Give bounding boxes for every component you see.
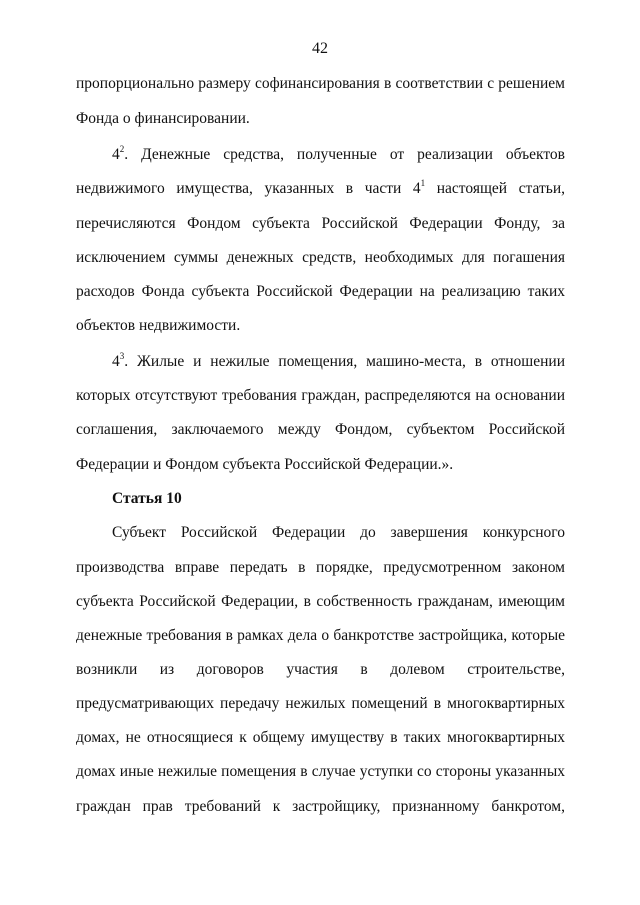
item-number: 4 bbox=[112, 353, 120, 370]
text-line: соглашения, заключаемого между Фондом, субъектом Российской bbox=[76, 421, 565, 438]
text-segment: настоящей статьи, bbox=[425, 180, 565, 197]
reference-superscript: 1 bbox=[420, 177, 426, 188]
text-segment: . Жилые и нежилые помещения, машино-места, в отношении bbox=[124, 353, 565, 370]
text-line: граждан прав требований к застройщику, признанному банкротом, bbox=[76, 798, 565, 815]
text-line: объектов недвижимости. bbox=[76, 317, 241, 334]
text-line: домах иные нежилые помещения в случае уступки со стороны указанных bbox=[76, 763, 565, 780]
text-line: которых отсутствуют требования граждан, распределяются на основании bbox=[76, 387, 565, 404]
text-line: исключением суммы денежных средств, необходимых для погашения bbox=[76, 249, 565, 266]
text-line: Федерации и Фондом субъекта Российской Федерации.». bbox=[76, 456, 454, 473]
text-line: домах, не относящиеся к общему имуществу в таких многоквартирных bbox=[76, 729, 565, 746]
text-line bbox=[76, 179, 565, 199]
text-segment: недвижимого имущества, указанных в части 4 bbox=[76, 180, 421, 197]
item-number-superscript: 3 bbox=[119, 350, 125, 361]
text-line: пропорционально размеру софинансирования в соответствии с решением bbox=[76, 75, 565, 92]
text-line: Фонда о финансировании. bbox=[76, 110, 250, 127]
item-number-superscript: 2 bbox=[119, 143, 125, 154]
text-line: субъекта Российской Федерации, в собственность гражданам, имеющим bbox=[76, 593, 565, 610]
article-heading: Статья 10 bbox=[112, 490, 182, 507]
paragraph-4-3-first-line bbox=[112, 352, 565, 372]
text-segment: . Денежные средства, полученные от реализации объектов bbox=[124, 146, 565, 163]
page-number: 42 bbox=[312, 40, 328, 57]
text-line: перечисляются Фондом субъекта Российской Федерации Фонду, за bbox=[76, 215, 565, 232]
item-number: 4 bbox=[112, 146, 120, 163]
text-line: производства вправе передать в порядке, предусмотренном законом bbox=[76, 559, 565, 576]
text-line: Субъект Российской Федерации до завершения конкурсного bbox=[112, 524, 565, 541]
text-line: возникли из договоров участия в долевом строительстве, bbox=[76, 661, 565, 678]
paragraph-4-2-first-line bbox=[112, 145, 565, 165]
text-line: предусматривающих передачу нежилых помещений в многоквартирных bbox=[76, 695, 565, 712]
text-line: денежные требования в рамках дела о банкротстве застройщика, которые bbox=[76, 627, 565, 644]
text-line: расходов Фонда субъекта Российской Федерации на реализацию таких bbox=[76, 283, 565, 300]
